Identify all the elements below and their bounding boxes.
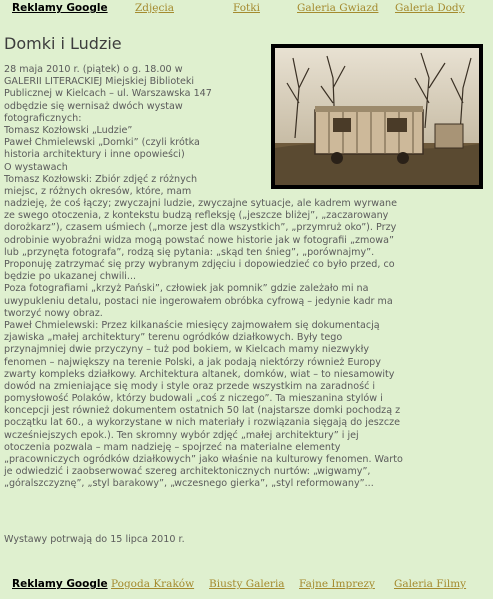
body-line: odrobinie wyobraźni widza mogą powstać nowe historie jak w fotografii „zmowa”: [4, 234, 394, 246]
body-line: fenomen – największy na terenie Polski, a jak podają niektórzy również Europy: [4, 356, 381, 368]
body-line: Proponuję zatrzymać się przy wybranym zdjęciu i dopowiedzieć co było przed, co: [4, 259, 395, 270]
bottom-link-biusty-galeria[interactable]: Biusty Galeria: [209, 578, 285, 590]
body-line: je odwiedzić i zaobserwować szereg architektonicznych nurtów: „wigwamy”,: [4, 466, 371, 478]
page-title: Domki i Ludzie: [4, 34, 122, 53]
body-line: „góralszczyznę”, „styl barakowy”, „wczesnego gierka”, „styl reformowany”...: [4, 478, 374, 490]
body-line: początku lat 60., a wykorzystane w nich materiały i rozwiązania sięgają do jeszcze: [4, 417, 401, 429]
body-line: 28 maja 2010 r. (piątek) o g. 18.00 w: [4, 64, 183, 75]
body-line: Tomasz Kozłowski: Zbiór zdjęć z różnych: [4, 173, 198, 185]
body-line: będzie po ukazanej chwili...: [4, 271, 137, 283]
exhibition-end-date: Wystawy potrwają do 15 lipca 2010 r.: [4, 534, 185, 545]
body-line: wcześniejszych epok.). Ten skromny wybór zdjęć „małej architektury” i jej: [4, 429, 359, 441]
body-line: historia architektury i inne opowieści): [4, 149, 185, 161]
body-line: dowód na zmieniające się mody i style oraz przede wszystkim na zaradność i: [4, 380, 376, 392]
body-line: dorożkarz”), czasem uśmiech („morze jest dla wszystkich”, „przymruż oko”). Przy: [4, 222, 397, 234]
body-line: Publicznej w Kielcach – ul. Warszawska 147: [4, 88, 212, 100]
body-line: fotograficznych:: [4, 112, 82, 124]
body-line: lub „przynęta fotografa”, rodzą się pytania: „skąd ten śnieg”, „porównajmy”.: [4, 246, 375, 258]
article-body: [4, 64, 488, 491]
body-line: zjawiska „małej architektury” terenu ogródków działkowych. Były tego: [4, 332, 343, 344]
top-link-galeria-dody[interactable]: Galeria Dody: [395, 2, 465, 14]
body-line: pomysłowość Polaków, którzy budowali „coś z niczego”. Ta mieszanina stylów i: [4, 393, 383, 405]
body-line: Poza fotografiami „krzyż Pański”, człowiek jak pomnik” gdzie zależało mi na: [4, 283, 369, 295]
body-line: O wystawach: [4, 161, 68, 173]
body-line: odbędzie się wernisaż dwóch wystaw: [4, 100, 183, 112]
ads-label[interactable]: Reklamy Google: [12, 578, 108, 590]
top-link-fotki[interactable]: Fotki: [233, 2, 260, 14]
body-line: tworzyć nowy obraz.: [4, 307, 103, 319]
top-link-galeria-gwiazd[interactable]: Galeria Gwiazd: [297, 2, 379, 14]
bottom-link-galeria-filmy[interactable]: Galeria Filmy: [394, 578, 467, 590]
body-line: uwypukleniu detalu, postaci nie ingerowałem obróbka cyfrową – jedynie kadr ma: [4, 295, 393, 307]
body-line: Tomasz Kozłowski „Ludzie”: [4, 124, 133, 136]
body-line: Paweł Chmielewski „Domki” (czyli krótka: [4, 137, 200, 149]
body-line: miejsc, z różnych okresów, które, mam: [4, 185, 192, 197]
bottom-ad-nav: [0, 576, 493, 594]
body-line: „pracowniczych ogródków działkowych” jako właśnie na kulturowy fenomen. Warto: [4, 454, 403, 465]
body-line: koncepcji jest również dokumentem ostatnich 50 lat (najstarsze domki pochodzą z: [4, 405, 401, 417]
bottom-link-fajne-imprezy[interactable]: Fajne Imprezy: [299, 578, 375, 590]
body-line: nadzieję, że coś łączy; zwyczajni ludzie, zwyczajne sytuacje, ale kadrem wyrwane: [4, 198, 397, 210]
body-line: przynajmniej dwie przyczyny – tuż pod bokiem, w Kielcach mamy niezwykły: [4, 344, 370, 356]
top-link-zdjecia[interactable]: Zdjęcia: [135, 2, 174, 14]
body-line: GALERII LITERACKIEJ Miejskiej Biblioteki: [4, 76, 195, 88]
ads-label[interactable]: Reklamy Google: [12, 2, 108, 14]
bottom-link-pogoda-krakow[interactable]: Pogoda Kraków: [111, 578, 195, 590]
body-line: otoczenia pozwala – mam nadzieję – spojrzeć na materialne elementy: [4, 441, 341, 453]
body-line: ze swego otoczenia, z kontekstu budzą refleksję („jeszcze bliżej”, „zaczarowany: [4, 210, 389, 222]
top-ad-nav: [0, 0, 493, 18]
body-line: Paweł Chmielewski: Przez kilkanaście miesięcy zajmowałem się dokumentacją: [4, 319, 380, 331]
body-line: zwarty kompleks działkowy. Architektura altanek, domków, wiat – to niesamowity: [4, 368, 395, 380]
